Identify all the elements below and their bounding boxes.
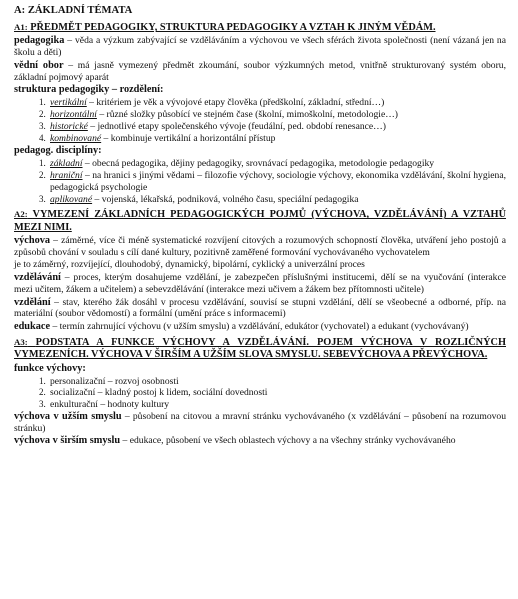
definition-text: – edukace, působení ve všech oblastech výchovy a na všechny stránky vychovávaného [120,435,456,447]
list-item-term: hraniční [50,170,83,182]
list-item [48,170,506,193]
list-item [48,399,506,411]
definition-term: výchova v širším smyslu [14,435,121,447]
definition-term: výchova v užším smyslu [14,410,122,422]
numbered-list [14,158,506,205]
list-label-suffix: : [82,362,86,374]
list-item-text: – kritériem je věk a vývojové etapy člověka (předškolní, základní, střední…) [86,97,385,109]
section-heading [14,208,506,234]
numbered-list [14,97,506,144]
definition-paragraph [14,272,506,295]
document-content [14,21,506,447]
document-title: A: ZÁKLADNÍ TÉMATA [14,5,133,16]
list-item-text: – obecná pedagogika, dějiny pedagogiky, srovnávací pedagogika, metodologie pedagogiky [82,158,435,170]
section-heading [14,21,506,34]
definition-text: – termín zahrnující výchovu (v užším smyslu) a vzdělávání, edukátor (vychovatel) a edukant (vychovávaný) [50,320,469,332]
definition-text: – má jasně vymezený předmět zkoumání, soubor výzkumných metod, vnitřně strukturovaný systém oboru, základní pojmový aparát [14,59,506,83]
list-item [48,387,506,399]
list-label-term: pedagog. disciplíny [14,145,99,157]
list-item [48,121,506,133]
definition-paragraph [14,297,506,320]
definition-term: výchova [14,235,51,247]
section-number: A3: [14,336,28,347]
list-label-term: funkce výchovy [14,362,83,374]
definition-term: vědní obor [14,59,64,71]
definition-text: – stav, kterého žák dosáhl v procesu vzdělávání, souvisí se stupni vzdělání, dělí se všeobecné a odborné, příp. na materiální (soubor vědomostí) a formální (umění práce s informacemi) [14,296,506,320]
list-item-text: – různé složky působící ve stejném čase (školní, mimoškolní, metodologie…) [96,109,399,121]
definition-paragraph [14,321,506,333]
list-item-term: základní [50,158,83,170]
definition-term: edukace [14,320,51,332]
list-item-term: aplikované [50,193,93,205]
list-item-text: – kombinuje vertikální a horizontální přístup [101,132,276,144]
definition-paragraph [14,235,506,258]
section-heading [14,336,506,362]
definition-text: je to záměrný, rozvíjející, dlouhodobý, dynamický, bipolární, cyklický a univerzální proces [14,259,365,271]
list-item-text: enkulturační – hodnoty kultury [50,399,170,411]
list-item-text: socializační – kladný postoj k lidem, sociální dovednosti [50,387,268,399]
numbered-list [14,376,506,411]
list-label [14,363,506,375]
definition-term: pedagogika [14,35,65,47]
list-item [48,109,506,121]
definition-paragraph [14,60,506,83]
list-label [14,145,506,157]
section-number: A2: [14,209,28,220]
list-item [48,194,506,206]
section-heading-text: PŘEDMĚT PEDAGOGIKY, STRUKTURA PEDAGOGIKY A VZTAH K JINÝM VĚDÁM. [30,22,436,33]
list-item [48,133,506,145]
list-item [48,376,506,388]
list-item [48,158,506,170]
section-number: A1: [14,22,28,32]
list-item [48,97,506,109]
definition-paragraph [14,35,506,58]
list-item-term: vertikální [50,97,87,109]
list-item-term: horizontální [50,109,97,121]
list-item-text: – vojenská, lékařská, podniková, volného času, speciální pedagogika [92,193,359,205]
list-item-text: – jednotlivé etapy společenského vývoje (feudální, ped. období renesance…) [87,120,386,132]
list-item-term: kombinované [50,132,102,144]
list-label-term: struktura pedagogiky [14,84,110,96]
definition-paragraph [14,259,506,271]
list-label-suffix: – rozdělení: [109,84,164,96]
section-heading-text: VYMEZENÍ ZÁKLADNÍCH PEDAGOGICKÝCH POJMŮ (VÝCHOVA, VZDĚLÁVÁNÍ) A VZTAHŮ MEZI NIMI. [14,209,507,233]
list-label [14,84,506,96]
definition-term: vzdělávání [14,272,61,284]
definition-text: – věda a výzkum zabývající se vzděláváním a výchovou ve všech sférách života společnosti (není vázaná jen na školu a děti) [14,35,506,59]
list-item-text: personalizační – rozvoj osobnosti [50,375,179,387]
list-label-suffix: : [98,145,102,157]
list-item-term: historické [50,120,88,132]
list-item-text: – na hranici s jinými vědami – filozofie výchovy, sociologie výchovy, ekonomika vzdělávání, školní hygiena, pedagogická psychologie [50,170,506,193]
definition-paragraph [14,411,506,434]
definition-text: – proces, kterým dosahujeme vzdělání, je zabezpečen příslušnými institucemi, dělí se na vyučování (interakce mezi učitem, žákem a učitelem) a sebevzdělávání (interakce mezi učivem a žákem bez přítomnosti učitele) [14,272,506,295]
definition-text: – působení na citovou a mravní stránku vychovávaného (x vzdělávání – působení na rozumovou stránku) [14,410,507,434]
section-heading-text: PODSTATA A FUNKCE VÝCHOVY A VZDĚLÁVÁNÍ. POJEM VÝCHOVA V ROZLIČNÝCH VYMEZENÍCH. VÝCHOVA V ŠIRŠÍM A UŽŠÍM SLOVA SMYSLU. SEBEVÝCHOVA A PŘEVÝCHOVA. [14,336,506,361]
definition-text: – záměrné, více či méně systematické rozvíjení citových a rozumových schopností člověka, utváření jeho postojů a způsobů chování v souladu s cílí dané kultury, pozitivně zaměřené formování vychovávaného vychovatelem [14,235,506,258]
definition-term: vzdělání [14,296,51,308]
definition-paragraph [14,435,506,447]
